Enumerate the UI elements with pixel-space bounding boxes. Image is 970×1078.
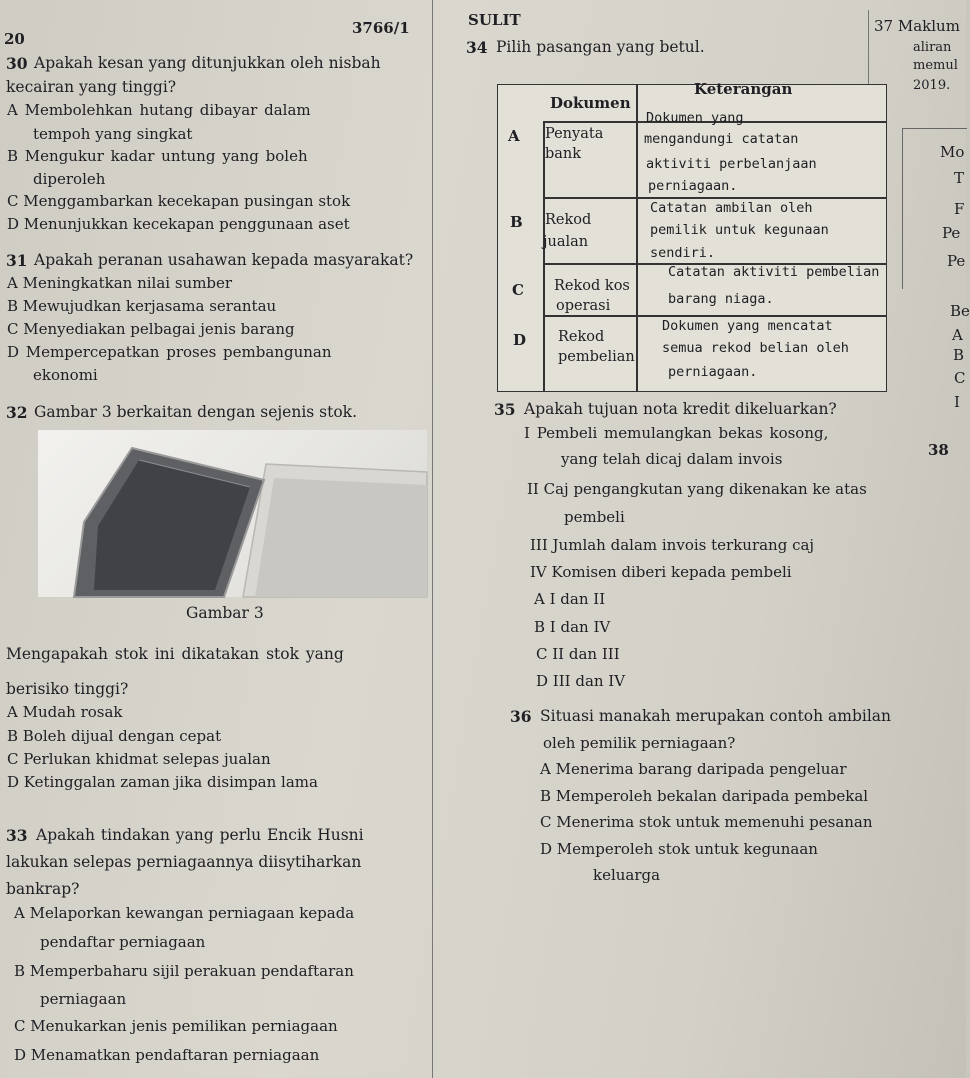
text-fragment: F [954,200,965,218]
option-a[interactable]: A Melaporkan kewangan perniagaan kepada [14,904,355,922]
option-b[interactable]: B Mengukur kadar untung yang boleh [7,147,308,165]
question-number: 31 [6,251,28,270]
sulit-label: SULIT [468,11,521,29]
table-cell: aktiviti perbelanjaan [646,156,817,172]
question-number: 32 [6,403,28,422]
table-cell: pembelian [558,349,635,365]
table-cell: Catatan ambilan oleh [650,200,813,216]
table-cell: jualan [543,234,589,250]
option-a[interactable]: A Membolehkan hutang dibayar dalam [7,101,311,119]
option-a-cont: pendaftar perniagaan [40,933,206,951]
question-37-fragment: 37 Maklum [874,17,960,35]
page-number: 20 [4,30,25,48]
option-d-cont: keluarga [593,866,661,884]
text-fragment: I [954,393,960,411]
text-fragment: A [952,326,963,344]
text-fragment: Pe [942,224,961,242]
figure-3-tablets [38,430,427,597]
option-d[interactable]: D Menunjukkan kecekapan penggunaan aset [7,215,350,233]
table-cell: Penyata [545,126,604,142]
option-d[interactable]: D Ketinggalan zaman jika disimpan lama [7,773,318,791]
row-label-c[interactable]: C [512,281,524,299]
table-cell: mengandungi catatan [644,131,799,147]
option-c[interactable]: C Perlukan khidmat selepas jualan [7,750,271,768]
table-rule [636,85,638,391]
option-b[interactable]: B Memperbaharu sijil perakuan pendaftaran [14,962,354,980]
table-cell: Catatan aktiviti pembelian [668,264,880,280]
table-cell: Rekod kos [554,278,630,294]
tablet-back-screen [255,478,427,597]
option-c[interactable]: C Menukarkan jenis pemilikan perniagaan [14,1017,338,1035]
statement-i-cont: yang telah dicaj dalam invois [561,450,783,468]
option-b[interactable]: B I dan IV [534,618,611,636]
row-label-a[interactable]: A [508,127,520,145]
text-fragment: C [954,369,966,387]
option-c[interactable]: C II dan III [536,645,620,663]
question-prompt: Mengapakah stok ini dikatakan stok yang [6,645,344,663]
question-stem: Apakah tindakan yang perlu Encik Husni [36,826,364,844]
question-stem: Apakah kesan yang ditunjukkan oleh nisbah [34,54,381,72]
option-a-cont: tempoh yang singkat [33,125,193,143]
option-a[interactable]: A I dan II [534,590,606,608]
option-a[interactable]: A Mudah rosak [7,703,123,721]
figure-caption: Gambar 3 [186,604,264,622]
text-fragment: Mo [940,143,965,161]
table-cell: Dokumen yang [646,110,744,126]
option-b-cont: diperoleh [33,170,106,188]
column-header-dokumen: Dokumen [550,94,631,112]
statement-iv: IV Komisen diberi kepada pembeli [530,563,792,581]
table-cell: bank [545,146,582,162]
table-cell: sendiri. [650,245,716,261]
table-cell: Dokumen yang mencatat [662,318,833,334]
table-cell: semua rekod belian oleh [662,340,849,356]
tablets-illustration [38,430,427,597]
table-cell: perniagaan. [648,178,738,194]
statement-ii: II Caj pengangkutan yang dikenakan ke atas [527,480,867,498]
row-label-d[interactable]: D [513,331,527,349]
question-stem: Gambar 3 berkaitan dengan sejenis stok. [34,403,357,421]
option-b[interactable]: B Mewujudkan kerjasama serantau [7,297,277,315]
option-b[interactable]: B Boleh dijual dengan cepat [7,727,222,745]
text-fragment: Pe [947,252,966,270]
statement-iii: III Jumlah dalam invois terkurang caj [530,536,815,554]
document-table [497,80,887,392]
text-fragment: memul [913,58,958,73]
option-d[interactable]: D Mempercepatkan proses pembangunan [7,343,332,361]
table-cell: Rekod [558,329,605,345]
option-d[interactable]: D Menamatkan pendaftaran perniagaan [14,1046,320,1064]
question-number: 33 [6,826,28,845]
question-stem-cont: oleh pemilik perniagaan? [543,734,736,752]
row-label-b[interactable]: B [510,213,523,231]
option-d[interactable]: D Memperoleh stok untuk kegunaan [540,840,818,858]
option-d-cont: ekonomi [33,366,98,384]
statement-i: I Pembeli memulangkan bekas kosong, [524,424,829,442]
table-cell: Rekod [545,212,592,228]
question-stem: lakukan selepas perniagaannya diisytiharkan [6,853,362,871]
question-prompt-cont: berisiko tinggi? [6,680,129,698]
question-number: 36 [510,707,532,726]
option-a[interactable]: A Meningkatkan nilai sumber [7,274,233,292]
option-a[interactable]: A Menerima barang daripada pengeluar [540,760,847,778]
table-cell: barang niaga. [668,291,774,307]
question-stem: bankrap? [6,880,80,898]
question-stem: Pilih pasangan yang betul. [496,38,705,56]
option-c[interactable]: C Menyediakan pelbagai jenis barang [7,320,295,338]
text-fragment: T [954,169,965,187]
option-c[interactable]: C Menggambarkan kecekapan pusingan stok [7,192,351,210]
text-fragment: 2019. [913,78,951,93]
paper-code: 3766/1 [352,19,410,37]
statement-ii-cont: pembeli [564,508,625,526]
question-number: 34 [466,38,488,57]
option-c[interactable]: C Menerima stok untuk memenuhi pesanan [540,813,873,831]
column-header-keterangan: Keterangan [694,80,793,98]
table-cell: perniagaan. [668,364,758,380]
question-stem: Situasi manakah merupakan contoh ambilan [540,707,892,725]
option-b-cont: perniagaan [40,990,127,1008]
table-cell: pemilik untuk kegunaan [650,222,829,238]
question-stem: kecairan yang tinggi? [6,78,177,96]
text-fragment: B [953,346,965,364]
table-cell: operasi [556,298,611,314]
question-38-fragment: 38 [928,441,949,459]
question-stem: Apakah peranan usahawan kepada masyarakat? [34,251,414,269]
option-b[interactable]: B Memperoleh bekalan daripada pembekal [540,787,869,805]
question-number: 30 [6,54,28,73]
question-stem: Apakah tujuan nota kredit dikeluarkan? [524,400,837,418]
text-fragment: Be [950,302,970,320]
text-fragment: aliran [913,40,952,55]
question-number: 35 [494,400,516,419]
column-divider [432,0,433,1078]
option-d[interactable]: D III dan IV [536,672,626,690]
